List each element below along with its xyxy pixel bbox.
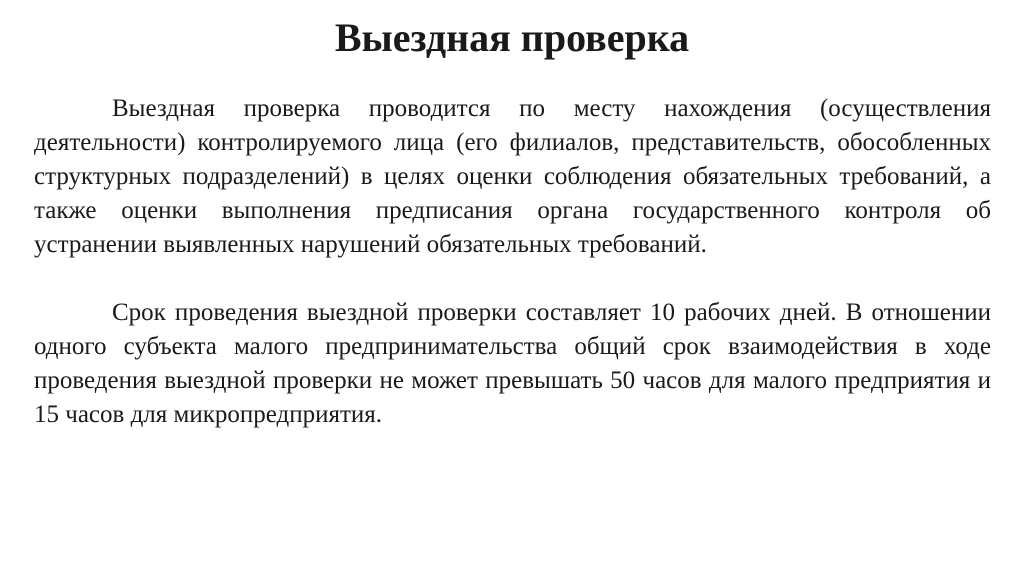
paragraph-inspection-duration: Срок проведения выездной проверки составляет 10 рабочих дней. В отношении одного субъекта малого предпринимательства общий срок взаимодействия в ходе проведения выездной проверки не может превышать 50 часов для малого предприятия и 15 часов для микропредприятия. [34, 299, 991, 428]
page-title: Выездная проверка [334, 15, 690, 60]
paragraph-inspection-definition: Выездная проверка проводится по месту нахождения (осуществления деятельности) контролируемого лица (его филиалов, представительств, обособленных структурных подразделений) в целях оценки соблюдения обязательных требований, а также оценки выполнения предписания органа государственного контроля об устранении выявленных нарушений обязательных требований. [34, 95, 991, 258]
slide-body [34, 92, 991, 428]
